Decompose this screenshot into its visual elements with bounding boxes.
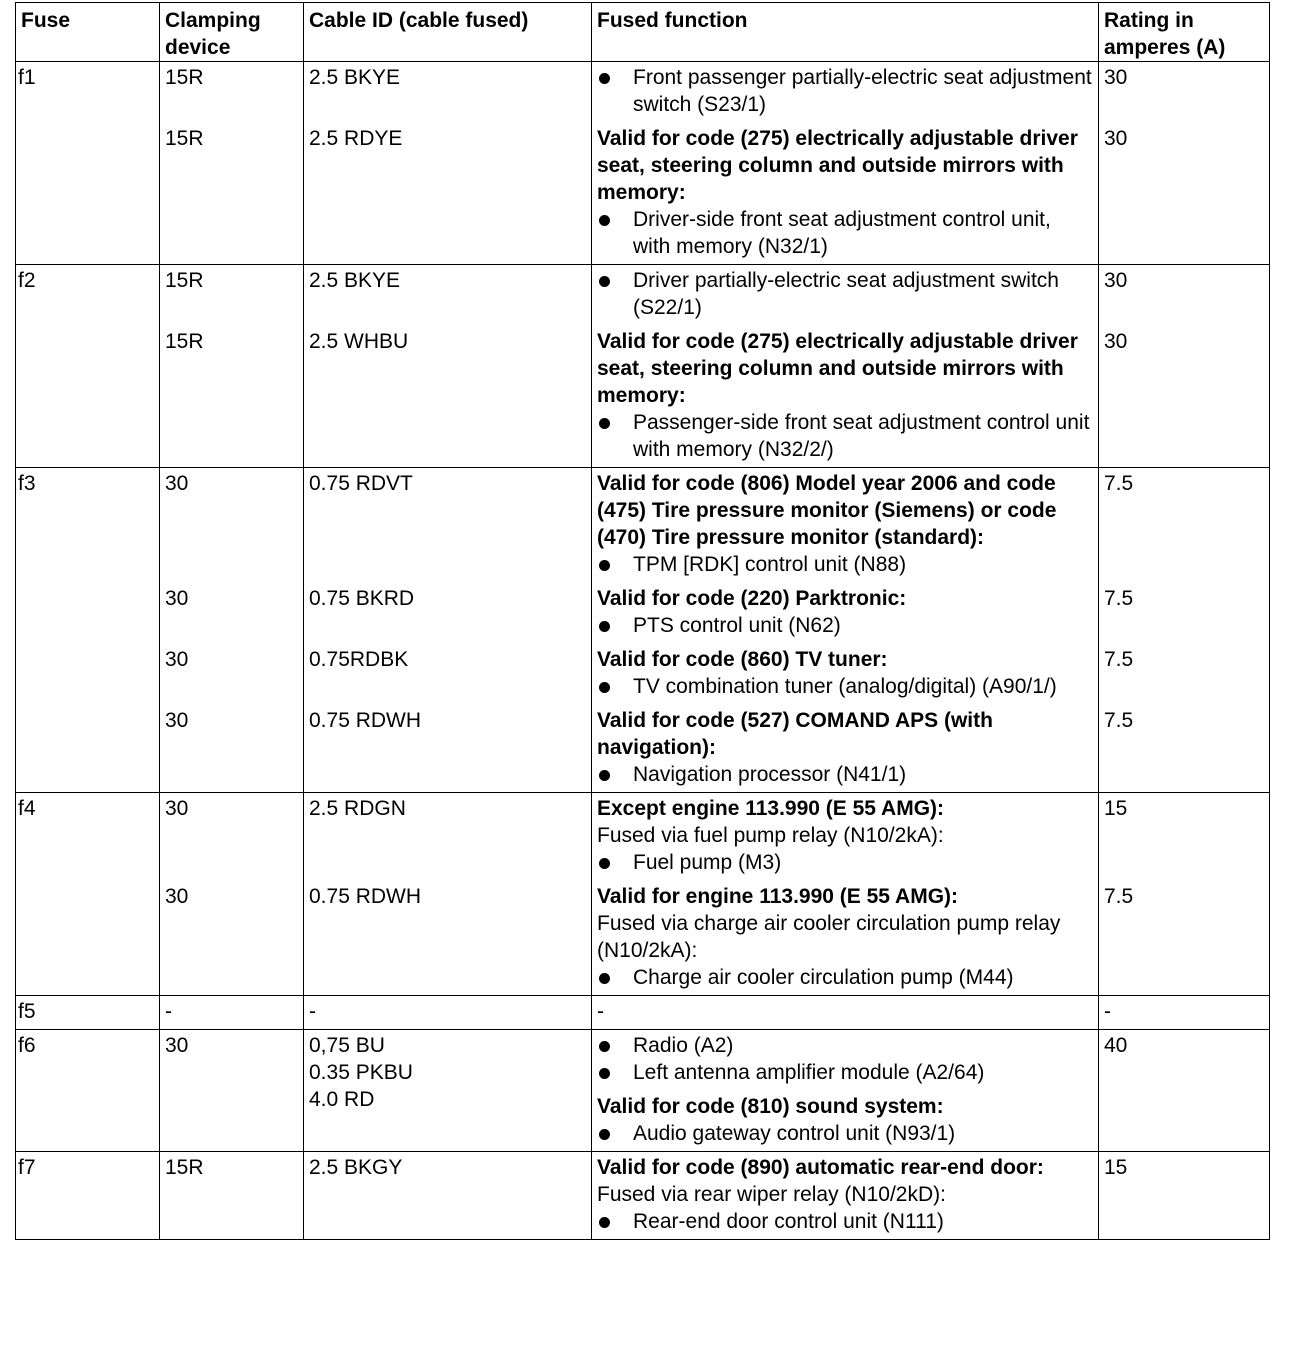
cable-id-line: 2.5 WHBU bbox=[309, 330, 409, 353]
function-block bbox=[597, 707, 1093, 788]
function-condition: Valid for code (806) Model year 2006 and code (475) Tire pressure monitor (Siemens) or code (470) Tire pressure monitor (standard): bbox=[597, 472, 1057, 549]
function-bullet-item: Charge air cooler circulation pump (M44) bbox=[597, 964, 1093, 991]
rating-cell bbox=[1099, 62, 1270, 265]
fused-function-cell bbox=[592, 793, 1099, 996]
rating-value: 7.5 bbox=[1104, 472, 1134, 495]
clamping-device: 30 bbox=[165, 1034, 189, 1057]
rating-cell bbox=[1099, 265, 1270, 468]
cable-id-line: 2.5 RDGN bbox=[309, 797, 406, 820]
fused-function bbox=[597, 585, 1093, 639]
fused-function bbox=[597, 64, 1093, 118]
function-note: Fused via fuel pump relay (N10/2kA): bbox=[597, 824, 944, 847]
cable-id-cell bbox=[304, 793, 592, 996]
function-condition: Except engine 113.990 (E 55 AMG): bbox=[597, 797, 945, 820]
clamping-device-cell bbox=[160, 468, 304, 793]
function-block bbox=[597, 64, 1093, 118]
function-bullet-item: Passenger-side front seat adjustment control unit with memory (N32/2/) bbox=[597, 409, 1093, 463]
cable-id-line: 0,75 BU bbox=[309, 1034, 385, 1057]
fused-function bbox=[597, 883, 1093, 991]
function-condition: Valid for code (860) TV tuner: bbox=[597, 648, 888, 671]
rating-value: 40 bbox=[1104, 1034, 1128, 1057]
cable-id-cell bbox=[304, 1030, 592, 1152]
fused-function-cell bbox=[592, 1030, 1099, 1152]
header-cable-id: Cable ID (cable fused) bbox=[304, 3, 592, 62]
fuse-table bbox=[15, 2, 1270, 1240]
function-note: Fused via charge air cooler circulation pump relay (N10/2kA): bbox=[597, 912, 1061, 962]
table-row bbox=[16, 62, 1270, 265]
function-block bbox=[597, 1154, 1093, 1235]
table-row bbox=[16, 996, 1270, 1030]
function-condition: Valid for code (275) electrically adjustable driver seat, steering column and outside mirrors with memory: bbox=[597, 127, 1078, 204]
fused-function-cell bbox=[592, 1152, 1099, 1240]
function-bullet-list bbox=[597, 267, 1093, 321]
fused-function bbox=[597, 707, 1093, 788]
header-row bbox=[16, 3, 1270, 62]
function-note: Fused via rear wiper relay (N10/2kD): bbox=[597, 1183, 946, 1206]
header-rating: Rating in amperes (A) bbox=[1099, 3, 1270, 62]
function-bullet-item: Rear-end door control unit (N111) bbox=[597, 1208, 1093, 1235]
function-block bbox=[597, 125, 1093, 260]
function-bullet-item: Audio gateway control unit (N93/1) bbox=[597, 1120, 1093, 1147]
rating-value: 7.5 bbox=[1104, 648, 1134, 671]
header-fuse: Fuse bbox=[16, 3, 160, 62]
rating-cell bbox=[1099, 1152, 1270, 1240]
function-block bbox=[597, 1032, 1093, 1086]
fuse-cell: f4 bbox=[16, 793, 160, 996]
table-row bbox=[16, 468, 1270, 793]
function-bullet-list bbox=[597, 673, 1093, 700]
function-bullet-item: Radio (A2) bbox=[597, 1032, 1093, 1059]
rating-value: 7.5 bbox=[1104, 709, 1134, 732]
function-bullet-list bbox=[597, 849, 1093, 876]
function-note: - bbox=[597, 1000, 604, 1023]
function-bullet-item: PTS control unit (N62) bbox=[597, 612, 1093, 639]
cable-id-line: 2.5 BKYE bbox=[309, 66, 401, 89]
clamping-device: 30 bbox=[165, 587, 189, 610]
rating-cell bbox=[1099, 468, 1270, 793]
function-bullet-item: TV combination tuner (analog/digital) (A90/1/) bbox=[597, 673, 1093, 700]
clamping-device: - bbox=[165, 1000, 172, 1023]
function-block bbox=[597, 646, 1093, 700]
clamping-device-cell bbox=[160, 62, 304, 265]
rating-cell bbox=[1099, 1030, 1270, 1152]
cable-id-cell bbox=[304, 1152, 592, 1240]
function-condition: Valid for code (275) electrically adjustable driver seat, steering column and outside mirrors with memory: bbox=[597, 330, 1078, 407]
rating-cell bbox=[1099, 996, 1270, 1030]
cable-id bbox=[309, 267, 586, 321]
function-bullet-list bbox=[597, 1208, 1093, 1235]
table-row bbox=[16, 793, 1270, 996]
function-block bbox=[597, 1093, 1093, 1147]
function-block bbox=[597, 328, 1093, 463]
rating-value: 30 bbox=[1104, 330, 1128, 353]
fused-function bbox=[597, 470, 1093, 578]
cable-id bbox=[309, 883, 586, 991]
function-bullet-item: Fuel pump (M3) bbox=[597, 849, 1093, 876]
cable-id-line: 2.5 BKYE bbox=[309, 269, 401, 292]
cable-id-line: 0.75 RDVT bbox=[309, 472, 413, 495]
fuse-cell: f2 bbox=[16, 265, 160, 468]
fused-function-cell bbox=[592, 996, 1099, 1030]
fuse-cell: f1 bbox=[16, 62, 160, 265]
rating-value: 30 bbox=[1104, 66, 1128, 89]
function-bullet-list bbox=[597, 612, 1093, 639]
fused-function-cell bbox=[592, 62, 1099, 265]
clamping-device: 15R bbox=[165, 66, 204, 89]
function-block bbox=[597, 998, 1093, 1025]
function-condition: Valid for engine 113.990 (E 55 AMG): bbox=[597, 885, 959, 908]
function-condition: Valid for code (220) Parktronic: bbox=[597, 587, 907, 610]
clamping-device: 30 bbox=[165, 648, 189, 671]
function-bullet-list bbox=[597, 1120, 1093, 1147]
fused-function bbox=[597, 1154, 1093, 1235]
fuse-cell: f6 bbox=[16, 1030, 160, 1152]
table-row bbox=[16, 265, 1270, 468]
clamping-device: 15R bbox=[165, 127, 204, 150]
clamping-device-cell bbox=[160, 996, 304, 1030]
fused-function bbox=[597, 328, 1093, 463]
function-condition: Valid for code (810) sound system: bbox=[597, 1095, 944, 1118]
cable-id-line: - bbox=[309, 1000, 316, 1023]
function-bullet-item: Front passenger partially-electric seat adjustment switch (S23/1) bbox=[597, 64, 1093, 118]
clamping-device: 15R bbox=[165, 1156, 204, 1179]
clamping-device: 15R bbox=[165, 330, 204, 353]
cable-id-line: 2.5 BKGY bbox=[309, 1156, 403, 1179]
cable-id-line: 2.5 RDYE bbox=[309, 127, 403, 150]
cable-id-line: 0.75 BKRD bbox=[309, 587, 415, 610]
table-row bbox=[16, 1152, 1270, 1240]
cable-id bbox=[309, 585, 586, 639]
function-bullet-list bbox=[597, 551, 1093, 578]
cable-id bbox=[309, 1154, 586, 1235]
fuse-cell: f7 bbox=[16, 1152, 160, 1240]
cable-id bbox=[309, 64, 586, 118]
cable-id bbox=[309, 125, 586, 260]
fused-function-cell bbox=[592, 468, 1099, 793]
function-bullet-list bbox=[597, 761, 1093, 788]
function-block bbox=[597, 795, 1093, 876]
cable-id-cell bbox=[304, 62, 592, 265]
clamping-device: 30 bbox=[165, 797, 189, 820]
rating-value: 7.5 bbox=[1104, 885, 1134, 908]
header-clamping-device: Clamping device bbox=[160, 3, 304, 62]
function-bullet-item: TPM [RDK] control unit (N88) bbox=[597, 551, 1093, 578]
clamping-device: 30 bbox=[165, 472, 189, 495]
function-condition: Valid for code (527) COMAND APS (with navigation): bbox=[597, 709, 993, 759]
function-bullet-list bbox=[597, 964, 1093, 991]
clamping-device-cell bbox=[160, 793, 304, 996]
cable-id-cell bbox=[304, 468, 592, 793]
function-bullet-list bbox=[597, 64, 1093, 118]
function-bullet-item: Driver partially-electric seat adjustment switch (S22/1) bbox=[597, 267, 1093, 321]
function-block bbox=[597, 470, 1093, 578]
fuse-cell: f3 bbox=[16, 468, 160, 793]
function-bullet-item: Left antenna amplifier module (A2/64) bbox=[597, 1059, 1093, 1086]
cable-id bbox=[309, 998, 586, 1025]
fused-function-cell bbox=[592, 265, 1099, 468]
function-block bbox=[597, 267, 1093, 321]
function-bullet-list bbox=[597, 409, 1093, 463]
cable-id-cell bbox=[304, 265, 592, 468]
fused-function bbox=[597, 795, 1093, 876]
fused-function bbox=[597, 998, 1093, 1025]
fused-function bbox=[597, 1032, 1093, 1147]
cable-id bbox=[309, 707, 586, 788]
cable-id-line: 4.0 RD bbox=[309, 1088, 375, 1111]
function-block bbox=[597, 883, 1093, 991]
cable-id bbox=[309, 470, 586, 578]
clamping-device: 30 bbox=[165, 709, 189, 732]
cable-id-cell bbox=[304, 996, 592, 1030]
cable-id bbox=[309, 1032, 586, 1147]
cable-id-line: 0.75 RDWH bbox=[309, 709, 422, 732]
cable-id bbox=[309, 328, 586, 463]
function-bullet-list bbox=[597, 206, 1093, 260]
clamping-device: 30 bbox=[165, 885, 189, 908]
clamping-device-cell bbox=[160, 1030, 304, 1152]
rating-value: 30 bbox=[1104, 269, 1128, 292]
rating-value: 15 bbox=[1104, 797, 1128, 820]
rating-value: 30 bbox=[1104, 127, 1128, 150]
cable-id bbox=[309, 795, 586, 876]
function-bullet-list bbox=[597, 1032, 1093, 1086]
cable-id-line: 0.75RDBK bbox=[309, 648, 409, 671]
cable-id bbox=[309, 646, 586, 700]
fused-function bbox=[597, 646, 1093, 700]
table-row bbox=[16, 1030, 1270, 1152]
rating-value: - bbox=[1104, 1000, 1111, 1023]
fused-function bbox=[597, 125, 1093, 260]
function-block bbox=[597, 585, 1093, 639]
clamping-device-cell bbox=[160, 1152, 304, 1240]
fused-function bbox=[597, 267, 1093, 321]
function-bullet-item: Navigation processor (N41/1) bbox=[597, 761, 1093, 788]
cable-id-line: 0.75 RDWH bbox=[309, 885, 422, 908]
rating-value: 15 bbox=[1104, 1156, 1128, 1179]
clamping-device: 15R bbox=[165, 269, 204, 292]
header-fused-function: Fused function bbox=[592, 3, 1099, 62]
cable-id-line: 0.35 PKBU bbox=[309, 1061, 413, 1084]
fuse-cell: f5 bbox=[16, 996, 160, 1030]
rating-cell bbox=[1099, 793, 1270, 996]
function-condition: Valid for code (890) automatic rear-end door: bbox=[597, 1156, 1044, 1179]
clamping-device-cell bbox=[160, 265, 304, 468]
function-bullet-item: Driver-side front seat adjustment control unit, with memory (N32/1) bbox=[597, 206, 1093, 260]
rating-value: 7.5 bbox=[1104, 587, 1134, 610]
